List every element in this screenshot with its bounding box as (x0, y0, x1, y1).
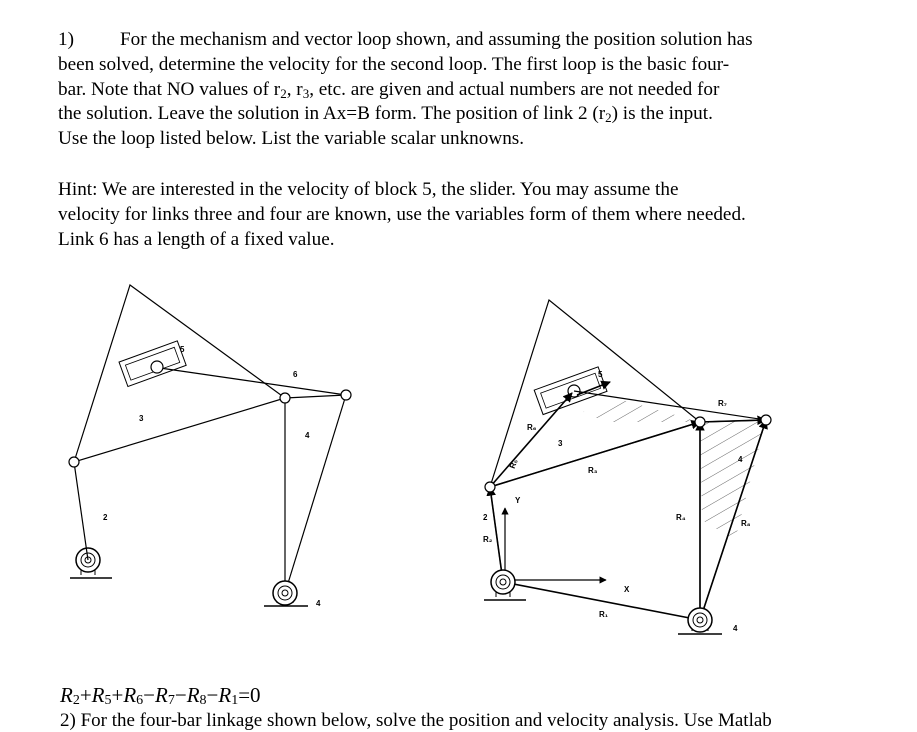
label-link-4-right: 4 (738, 455, 743, 464)
label-link-3-left: 3 (139, 414, 144, 423)
link-3-triangle-right (490, 300, 700, 487)
label-link-6-left: 6 (293, 370, 298, 379)
label-link-4-ground-right: 4 (733, 624, 738, 633)
label-link-2-right: 2 (483, 513, 488, 522)
label-link-4-upper-left: 4 (305, 431, 310, 440)
label-r2: R₂ (483, 535, 493, 544)
problem-number: 1) (58, 29, 74, 50)
label-r3: R₃ (588, 466, 598, 475)
problem-line-3: bar. Note that NO values of $r_2$, $r_3$, etc. are given and actual numbers are not needed for (58, 78, 720, 101)
problem-line-4: the solution. Leave the solution in Ax=B form. The position of link 2 $(r_2)$ is the input. (58, 103, 713, 126)
hint-line-2: velocity for links three and four are known, use the variables form of them where needed. (58, 203, 746, 225)
label-y-axis: Y (515, 496, 521, 505)
label-link-3-right: 3 (558, 439, 563, 448)
next-problem-cutoff: 2) For the four-bar linkage shown below, solve the position and velocity analysis. Use Matlab (60, 710, 772, 731)
loop-equation: R2+R5+R6−R7−R8−R1=0 (60, 683, 261, 708)
label-link-4-lower-left: 4 (316, 599, 321, 608)
label-r1: R₁ (599, 610, 609, 619)
label-link-5-right: 5 (598, 370, 603, 379)
vector-r6 (577, 382, 610, 395)
problem-line-1: 1) For the mechanism and vector loop shown, and assuming the position solution has (58, 28, 858, 53)
problem-line-2: been solved, determine the velocity for the second loop. The first loop is the basic four- (58, 53, 730, 75)
vector-r3 (490, 422, 700, 487)
hint-line-1: Hint: We are interested in the velocity of block 5, the slider. You may assume the (58, 179, 679, 200)
label-link-2-left: 2 (103, 513, 108, 522)
label-link-5-left: 5 (180, 345, 185, 354)
label-x-axis: X (624, 585, 630, 594)
label-r5: R₅ (507, 457, 520, 470)
problem-line-5: Use the loop listed below. List the variable scalar unknowns. (58, 128, 525, 150)
label-r7: R₇ (718, 399, 727, 408)
hatched-region-3 (583, 400, 700, 422)
ground-pivot-right-b (678, 608, 722, 634)
hint-line-3: Link 6 has a length of a fixed value. (58, 228, 335, 250)
label-r4: R₄ (676, 513, 686, 522)
label-r8: R₈ (741, 519, 751, 528)
label-r6: R₆ (527, 423, 537, 432)
